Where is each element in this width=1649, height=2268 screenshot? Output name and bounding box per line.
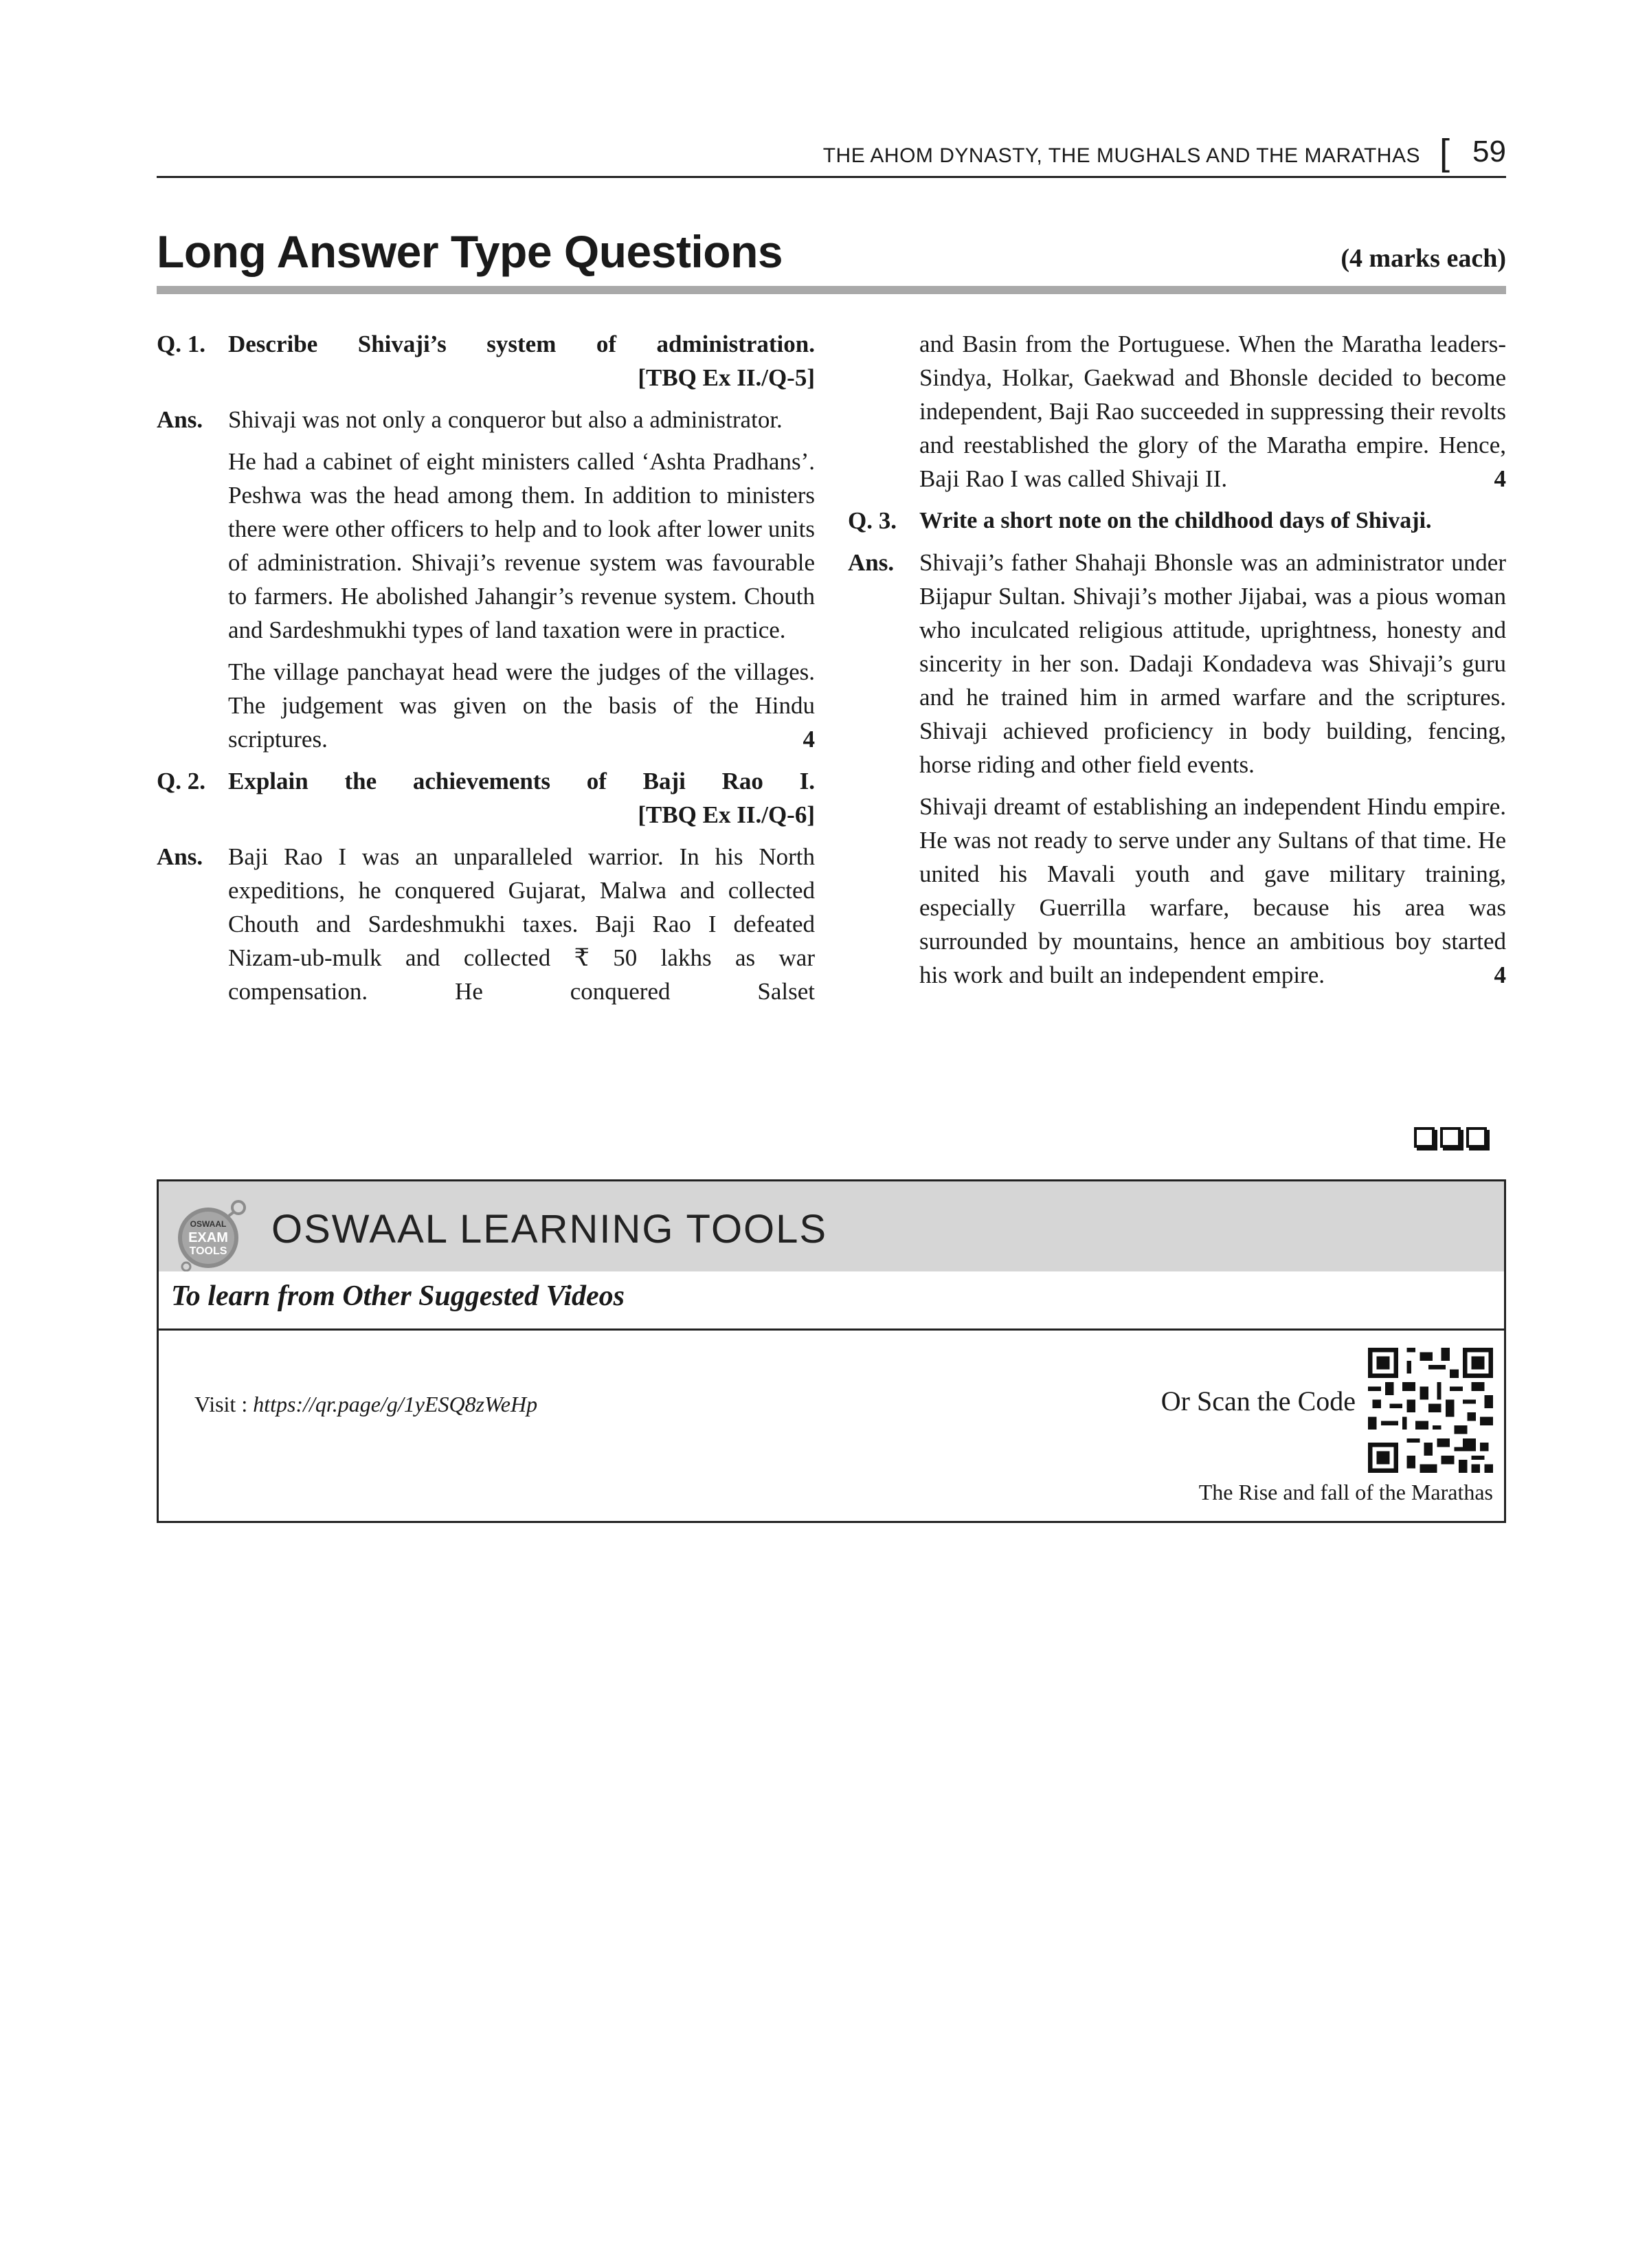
question-3 (848, 504, 1506, 537)
answer-2 (157, 840, 815, 1008)
scan-label: Or Scan the Code (1160, 1386, 1356, 1416)
answer-score: 4 (803, 726, 815, 753)
answer-paragraph (228, 655, 815, 756)
answer-paragraph: Baji Rao I was an unparalleled warrior. In his North expeditions, he conquered Gujarat, Malwa and collected Chouth and Sardeshmukhi taxes. Baji Rao I defeated Nizam-ub-mulk and collected ₹ 50 lakhs as war compensation. He conquered Salset (228, 843, 815, 1005)
answer-score: 4 (1494, 961, 1506, 988)
answer-label: Ans. (157, 406, 203, 433)
answer-label: Ans. (848, 549, 895, 576)
chapter-title: THE AHOM DYNASTY, THE MUGHALS AND THE MARATHAS (822, 144, 1420, 167)
answer-paragraph (919, 790, 1506, 992)
learning-tools-box (157, 1179, 1506, 1523)
question-1 (157, 327, 815, 394)
answer-paragraph: He had a cabinet of eight ministers called ‘Ashta Pradhans’. Peshwa was the head among them. In addition to ministers there were other officers to help and to look after lower units of administration. Shivaji’s revenue system was favourable to farmers. He abolished Jahangir’s revenue system. Chouth and Sardeshmukhi types of land taxation were in practice. (228, 448, 815, 643)
question-number: Q. 1. (157, 331, 205, 357)
logo-text: OSWAAL (190, 1219, 227, 1229)
answer-label: Ans. (157, 843, 203, 870)
right-column (848, 327, 1506, 1000)
section-rule (157, 286, 1506, 294)
end-of-section-marks (1414, 1127, 1505, 1155)
answer-text: Shivaji dreamt of establishing an independent Hindu empire. He was not ready to serve under any Sultans of that time. He united his Mavali youth and gave military training, especially Guerrilla warfare, because his area was surrounded by mountains, hence an ambitious boy started his work and built an independent empire. (919, 793, 1506, 988)
learning-tools-subtitle-row (159, 1271, 1504, 1331)
oswaal-exam-tools-logo (174, 1198, 248, 1272)
question-text: Write a short note on the childhood days of Shivaji. (919, 508, 1432, 533)
page-number: 59 (1472, 135, 1506, 168)
answer-1 (157, 403, 815, 756)
visit-label: Visit : (194, 1392, 254, 1416)
box-mark-icon (1466, 1127, 1487, 1148)
learning-tools-header (159, 1181, 1504, 1274)
box-mark-icon (1440, 1127, 1461, 1148)
answer-text: and Basin from the Portuguese. When the Maratha leaders-Sindya, Holkar, Gaekwad and Bhonsle decided to become independent, Baji Rao succeeded in suppressing their revolts and reestablished the glory of the Maratha empire. Hence, Baji Rao I was called Shivaji II. (919, 331, 1506, 492)
question-number: Q. 2. (157, 768, 205, 794)
logo-text: EXAM (188, 1230, 228, 1245)
question-reference: [TBQ Ex II./Q-6] (638, 801, 815, 828)
answer-text: The village panchayat head were the judges of the villages. The judgement was given on the basis of the Hindu scriptures. (228, 658, 815, 753)
learning-tools-title: OSWAAL LEARNING TOOLS (271, 1207, 828, 1252)
visit-link[interactable]: https://qr.page/g/1yESQ8zWeHp (253, 1392, 538, 1416)
learning-tools-subtitle: To learn from Other Suggested Videos (171, 1280, 625, 1312)
answer-score: 4 (1494, 465, 1506, 492)
answer-3 (848, 546, 1506, 992)
qr-caption: The Rise and fall of the Marathas (1198, 1480, 1493, 1504)
qr-code-icon[interactable] (1368, 1348, 1493, 1473)
header-bracket: [ (1439, 132, 1450, 173)
answer-paragraph: Shivaji was not only a conqueror but also a administrator. (228, 406, 783, 433)
header-rule (157, 176, 1506, 178)
section-marks: (4 marks each) (1340, 244, 1506, 273)
left-column (157, 327, 815, 1016)
question-reference: [TBQ Ex II./Q-5] (638, 364, 815, 391)
visit-line (194, 1392, 537, 1417)
box-mark-icon (1414, 1127, 1435, 1148)
running-header (157, 131, 1506, 179)
answer-2-continued (919, 327, 1506, 496)
answer-paragraph: Shivaji’s father Shahaji Bhonsle was an administrator under Bijapur Sultan. Shivaji’s mother Jijabai, was a pious woman who inculcated religious attitude, uprightness, honesty and sincerity in her son. Dadaji Kondadeva was Shivaji’s guru and he trained him in armed warfare and the scriptures. Shivaji achieved proficiency in body building, fencing, horse riding and other field events. (919, 549, 1506, 778)
question-text: Describe Shivaji’s system of administration. (228, 331, 815, 357)
question-2 (157, 764, 815, 832)
question-number: Q. 3. (848, 507, 897, 534)
question-text: Explain the achievements of Baji Rao I. (228, 768, 815, 794)
section-heading (157, 224, 1506, 283)
section-title: Long Answer Type Questions (157, 226, 783, 277)
logo-text: TOOLS (189, 1245, 227, 1257)
